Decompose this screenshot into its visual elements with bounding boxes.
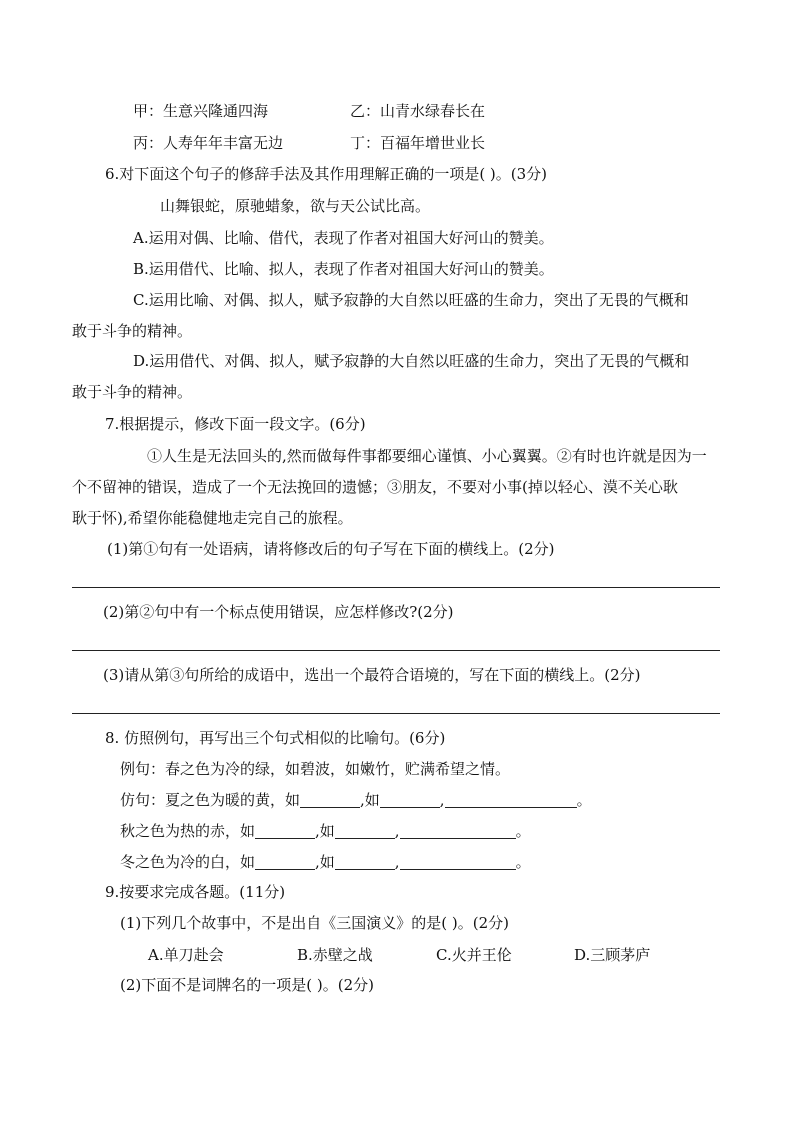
q8-stem: 8. 仿照例句，再写出三个句式相似的比喻句。(6分) — [105, 729, 446, 747]
q7-sub1: (1)第①句有一处语病，请将修改后的句子写在下面的横线上。(2分) — [107, 540, 555, 558]
q6-option-c-line1: C.运用比喻、对偶、拟人，赋予寂静的大自然以旺盛的生命力，突出了无畏的气概和 — [133, 291, 689, 309]
winter-blank-3[interactable] — [400, 854, 516, 870]
winter-blank-1[interactable] — [255, 854, 315, 870]
q6-option-b: B.运用借代、比喻、拟人，表现了作者对祖国大好河山的赞美。 — [133, 260, 554, 278]
q8-winter — [120, 852, 531, 872]
q6-quote: 山舞银蛇，原驰蜡象，欲与天公试比高。 — [160, 197, 431, 215]
q9-sub1: (1)下列几个故事中，不是出自《三国演义》的是( )。(2分) — [120, 914, 509, 932]
autumn-ru: ,如 — [315, 822, 335, 840]
q7-answer-line-1[interactable] — [72, 587, 720, 588]
winter-ru: ,如 — [315, 853, 335, 871]
summer-blank-3[interactable] — [445, 792, 577, 808]
q7-passage-line2: 个不留神的错误，造成了一个无法挽回的遗憾；③朋友，不要对小事(掉以轻心、漠不关心耿 — [72, 478, 678, 496]
q7-sub2: (2)第②句中有一个标点使用错误，应怎样修改?(2分) — [103, 603, 454, 621]
summer-comma: , — [439, 791, 445, 809]
q6-option-d-line1: D.运用借代、对偶、拟人，赋予寂静的大自然以旺盛的生命力，突出了无畏的气概和 — [133, 352, 690, 370]
q7-sub3: (3)请从第③句所给的成语中，选出一个最符合语境的，写在下面的横线上。(2分) — [103, 666, 641, 684]
q9-option-c: C.火并王伦 — [436, 946, 512, 964]
q9-stem: 9.按要求完成各题。(11分) — [105, 883, 286, 901]
q7-answer-line-2[interactable] — [72, 650, 720, 651]
summer-blank-2[interactable] — [380, 792, 440, 808]
autumn-period: 。 — [515, 822, 531, 840]
autumn-blank-1[interactable] — [255, 823, 315, 839]
q9-option-b: B.赤壁之战 — [297, 946, 373, 964]
autumn-lead: 秋之色为热的赤，如 — [120, 822, 256, 840]
winter-period: 。 — [515, 853, 531, 871]
q7-answer-line-3[interactable] — [72, 713, 720, 714]
q9-option-a: A.单刀赴会 — [148, 946, 224, 964]
q7-passage-line1: ①人生是无法回头的,然而做每件事都要细心谨慎、小心翼翼。②有时也许就是因为一 — [147, 447, 707, 465]
q8-imitate-summer — [120, 790, 592, 810]
summer-ru: ,如 — [360, 791, 380, 809]
q6-option-a: A.运用对偶、比喻、借代，表现了作者对祖国大好河山的赞美。 — [133, 229, 554, 247]
couplet-yi: 乙：山青水绿春长在 — [350, 102, 486, 120]
q6-stem: 6.对下面这个句子的修辞手法及其作用理解正确的一项是( )。(3分) — [105, 165, 548, 183]
q9-option-d: D.三顾茅庐 — [574, 946, 651, 964]
autumn-blank-3[interactable] — [400, 823, 516, 839]
summer-period: 。 — [576, 791, 592, 809]
winter-lead: 冬之色为冷的白，如 — [120, 853, 256, 871]
q7-stem: 7.根据提示，修改下面一段文字。(6分) — [105, 415, 366, 433]
autumn-comma: , — [394, 822, 400, 840]
q6-option-d-line2: 敢于斗争的精神。 — [72, 383, 193, 401]
couplet-ding: 丁：百福年增世业长 — [350, 134, 486, 152]
q8-example: 例句：春之色为冷的绿，如碧波，如嫩竹，贮满希望之情。 — [120, 760, 511, 778]
winter-blank-2[interactable] — [335, 854, 395, 870]
summer-lead: 仿句：夏之色为暖的黄，如 — [120, 791, 301, 809]
q8-autumn — [120, 821, 531, 841]
couplet-jia: 甲：生意兴隆通四海 — [133, 102, 269, 120]
summer-blank-1[interactable] — [300, 792, 360, 808]
couplet-bing: 丙：人寿年年丰富无边 — [133, 134, 284, 152]
q7-passage-line3: 耿于怀),希望你能稳健地走完自己的旅程。 — [72, 509, 353, 527]
q6-option-c-line2: 敢于斗争的精神。 — [72, 322, 193, 340]
autumn-blank-2[interactable] — [335, 823, 395, 839]
winter-comma: , — [394, 853, 400, 871]
q9-sub2: (2)下面不是词牌名的一项是( )。(2分) — [120, 976, 374, 994]
